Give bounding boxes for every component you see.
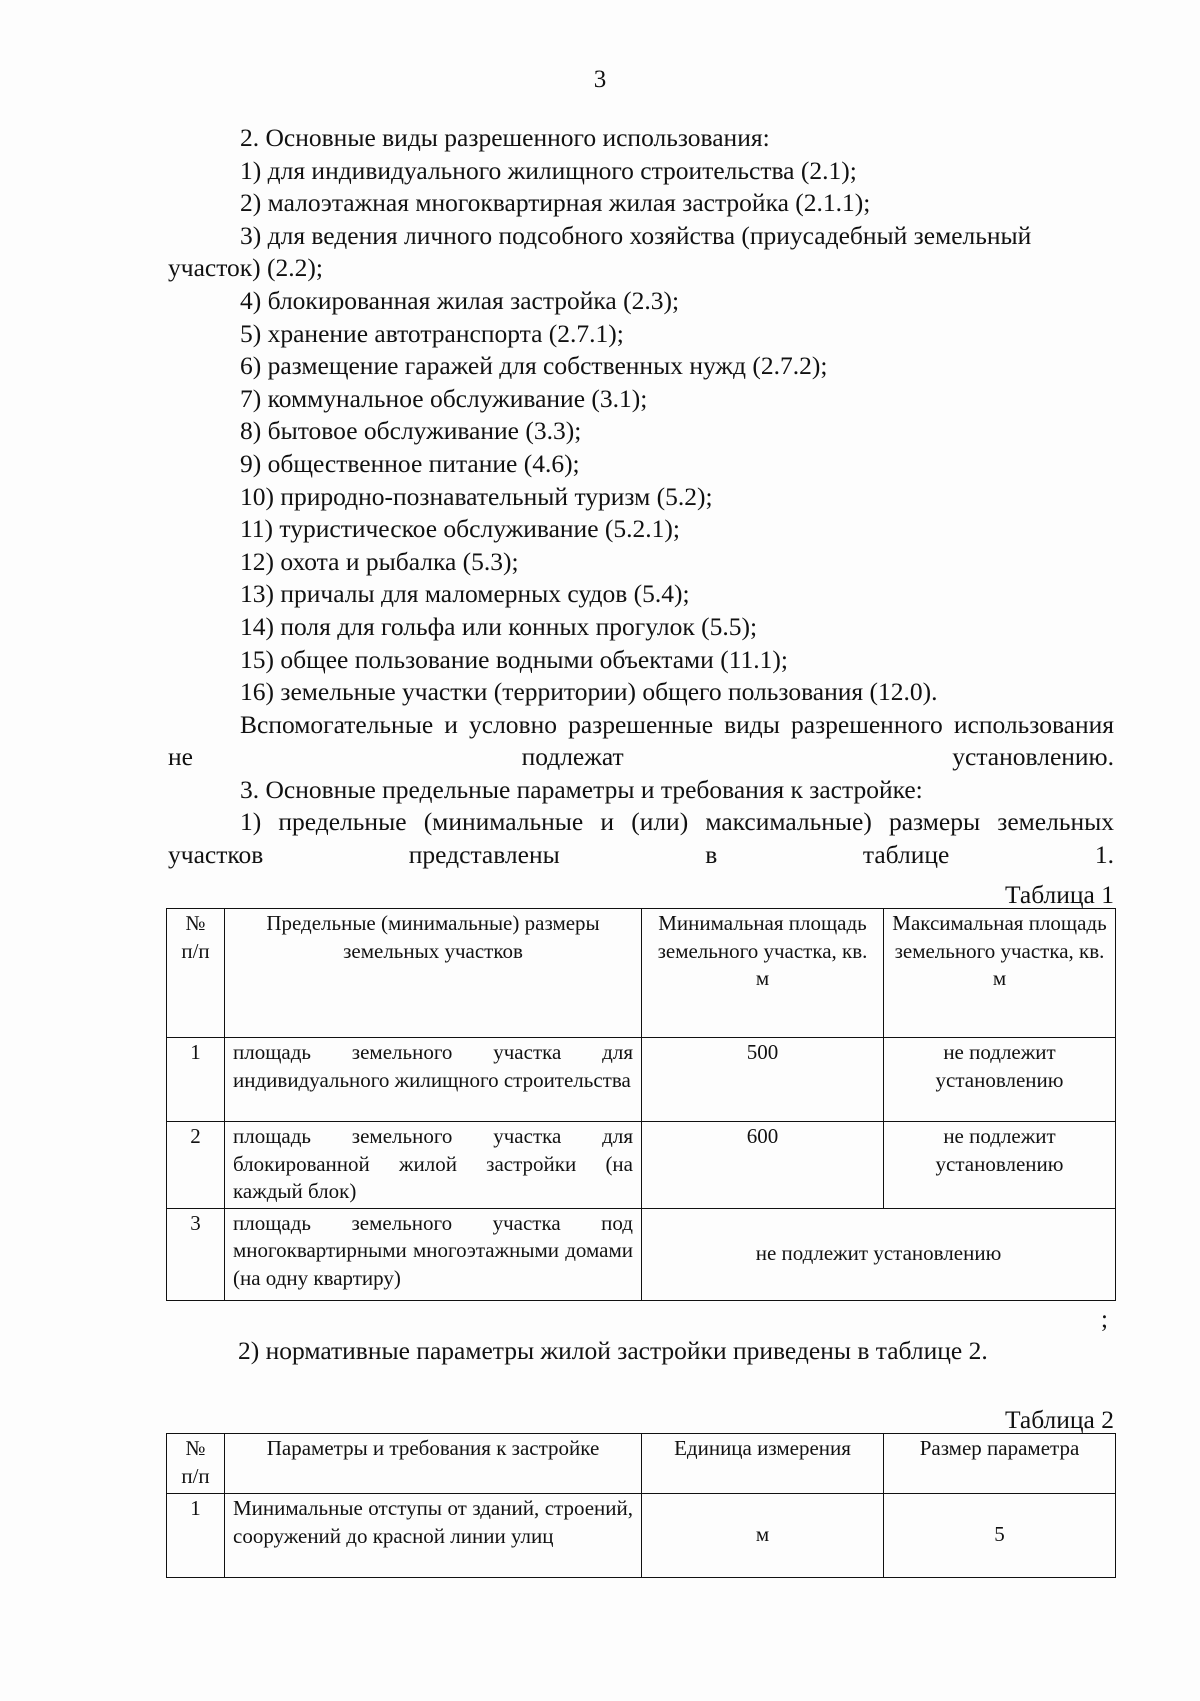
row-unit: м [642,1494,884,1578]
row-number: 2 [167,1122,225,1209]
table-2-header-num: № п/п [167,1434,225,1494]
section-3-item-1: 1) предельные (минимальные и (или) максимальные) размеры земельных участков представлены в таблице 1. [168,807,1114,870]
table-1 [166,908,1116,1301]
row-number: 1 [167,1038,225,1122]
table-2-caption: Таблица 2 [1004,1405,1114,1434]
section-2-heading: 2. Основные виды разрешенного использования: [240,123,770,152]
table-2-header-param: Параметры и требования к застройке [225,1434,642,1494]
use-item-12: 12) охота и рыбалка (5.3); [240,546,519,576]
use-item-6: 6) размещение гаражей для собственных нужд (2.7.2); [240,351,828,381]
section-3-heading: 3. Основные предельные параметры и требования к застройке: [240,774,923,804]
table-1-header-max: Максимальная площадь земельного участка, кв. м [884,909,1116,1038]
row-max-area: не подлежит установлению [884,1038,1116,1122]
row-min-area: 600 [642,1122,884,1209]
table-1-header-row [167,909,1116,1038]
use-item-5: 5) хранение автотранспорта (2.7.1); [240,318,624,348]
table-2-header-value: Размер параметра [884,1434,1116,1494]
auxiliary-uses-note: Вспомогательные и условно разрешенные виды разрешенного использования не подлежат установлению. [168,709,1114,772]
row-description: площадь земельного участка для индивидуального жилищного строительства [225,1038,642,1122]
table-row [167,1208,1116,1300]
row-min-area: 500 [642,1038,884,1122]
row-number: 3 [167,1208,225,1300]
table-2 [166,1433,1116,1578]
table-row [167,1122,1116,1209]
row-value: 5 [884,1494,1116,1578]
row-description: площадь земельного участка под многоквартирными многоэтажными домами (на одну квартиру) [225,1208,642,1300]
row-description: площадь земельного участка для блокированной жилой застройки (на каждый блок) [225,1122,642,1209]
page-number: 3 [593,66,607,93]
table-2-header-unit: Единица измерения [642,1434,884,1494]
use-item-11: 11) туристическое обслуживание (5.2.1); [240,514,680,544]
row-max-area: не подлежит установлению [884,1122,1116,1209]
use-item-16: 16) земельные участки (территории) общего пользования (12.0). [240,677,938,707]
use-item-7: 7) коммунальное обслуживание (3.1); [240,383,648,413]
use-item-9: 9) общественное питание (4.6); [240,448,580,478]
use-item-13: 13) причалы для маломерных судов (5.4); [240,579,690,609]
table-1-caption: Таблица 1 [1004,880,1114,909]
table-1-header-num: № п/п [167,909,225,1038]
use-item-4: 4) блокированная жилая застройка (2.3); [240,285,680,315]
table-row [167,1038,1116,1122]
use-item-1: 1) для индивидуального жилищного строительства (2.1); [240,155,857,185]
table-row [167,1494,1116,1578]
row-merged-area: не подлежит установлению [642,1208,1116,1300]
section-3-item-2: 2) нормативные параметры жилой застройки приведены в таблице 2. [238,1336,988,1365]
document-body [168,122,1114,872]
use-item-2: 2) малоэтажная многоквартирная жилая застройка (2.1.1); [240,188,871,218]
table-1-header-desc: Предельные (минимальные) размеры земельных участков [225,909,642,1038]
table-1-header-min: Минимальная площадь земельного участка, кв. м [642,909,884,1038]
row-parameter: Минимальные отступы от зданий, строений, сооружений до красной линии улиц [225,1494,642,1578]
use-item-10: 10) природно-познавательный туризм (5.2); [240,481,713,511]
semicolon-mark: ; [1101,1306,1108,1333]
table-2-header-row [167,1434,1116,1494]
use-item-8: 8) бытовое обслуживание (3.3); [240,416,582,446]
use-item-3: 3) для ведения личного подсобного хозяйства (приусадебный земельный участок) (2.2); [168,220,1032,283]
use-item-14: 14) поля для гольфа или конных прогулок (5.5); [240,611,758,641]
use-item-15: 15) общее пользование водными объектами (11.1); [240,644,788,674]
row-number: 1 [167,1494,225,1578]
